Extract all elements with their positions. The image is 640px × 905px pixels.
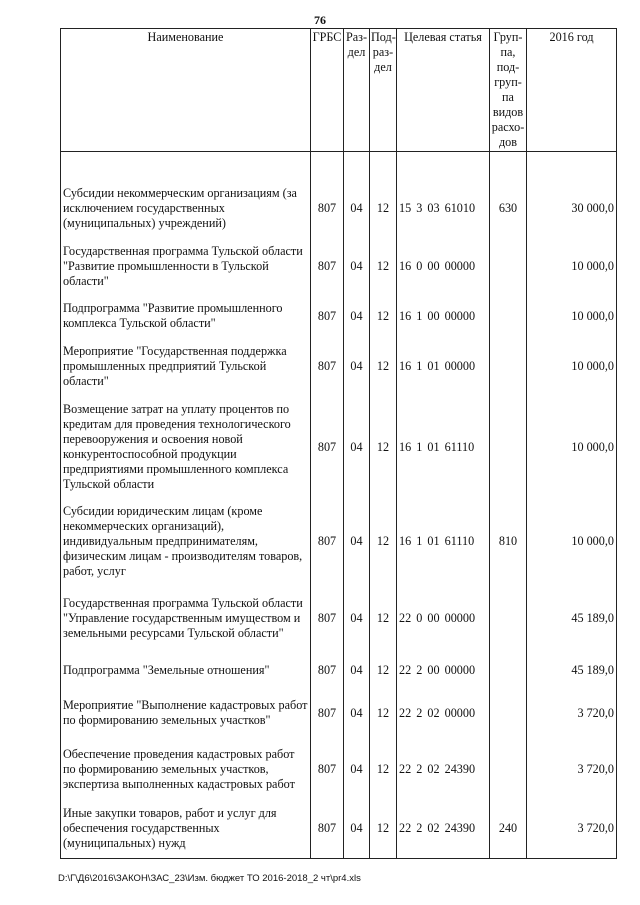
table-row bbox=[61, 337, 617, 395]
row-grbs: 807 bbox=[311, 688, 344, 738]
row-group bbox=[490, 738, 527, 800]
row-name: Государственная программа Тульской области "Развитие промышленности в Тульской области" bbox=[61, 237, 311, 295]
row-grbs: 807 bbox=[311, 395, 344, 499]
row-target: 16 1 01 00000 bbox=[397, 337, 490, 395]
file-path-footer: D:\Г\Д6\2016\ЗАКОН\ЗАС_23\Изм. бюджет ТО 2016-2018_2 чт\pr4.xls bbox=[58, 873, 361, 884]
row-razdel: 04 bbox=[344, 652, 370, 688]
row-amount: 3 720,0 bbox=[527, 800, 617, 858]
table-row bbox=[61, 295, 617, 337]
table-row bbox=[61, 395, 617, 499]
row-group bbox=[490, 337, 527, 395]
row-group bbox=[490, 295, 527, 337]
row-razdel: 04 bbox=[344, 237, 370, 295]
row-group bbox=[490, 584, 527, 652]
row-podrazdel: 12 bbox=[370, 237, 397, 295]
row-group bbox=[490, 237, 527, 295]
row-amount: 3 720,0 bbox=[527, 738, 617, 800]
row-amount: 10 000,0 bbox=[527, 337, 617, 395]
row-grbs: 807 bbox=[311, 652, 344, 688]
row-grbs: 807 bbox=[311, 800, 344, 858]
row-razdel: 04 bbox=[344, 688, 370, 738]
row-group bbox=[490, 395, 527, 499]
header-grbs: ГРБС bbox=[311, 29, 344, 152]
row-group bbox=[490, 688, 527, 738]
row-name: Иные закупки товаров, работ и услуг для обеспечения государственных (муниципальных) нужд bbox=[61, 800, 311, 858]
row-razdel: 04 bbox=[344, 584, 370, 652]
row-razdel: 04 bbox=[344, 800, 370, 858]
row-podrazdel: 12 bbox=[370, 499, 397, 584]
row-podrazdel: 12 bbox=[370, 652, 397, 688]
row-razdel: 04 bbox=[344, 738, 370, 800]
row-podrazdel: 12 bbox=[370, 800, 397, 858]
header-name: Наименование bbox=[61, 29, 311, 152]
row-podrazdel: 12 bbox=[370, 688, 397, 738]
row-group: 240 bbox=[490, 800, 527, 858]
row-grbs: 807 bbox=[311, 180, 344, 237]
row-grbs: 807 bbox=[311, 295, 344, 337]
row-name: Обеспечение проведения кадастровых работ по формированию земельных участков, экспертиза выполненных кадастровых работ bbox=[61, 738, 311, 800]
row-name: Мероприятие "Выполнение кадастровых работ по формированию земельных участков" bbox=[61, 688, 311, 738]
table-row bbox=[61, 652, 617, 688]
header-expense-group: Груп- па, под- груп- па видов расхо- дов bbox=[490, 29, 527, 152]
row-amount: 3 720,0 bbox=[527, 688, 617, 738]
table-row bbox=[61, 584, 617, 652]
row-razdel: 04 bbox=[344, 180, 370, 237]
row-podrazdel: 12 bbox=[370, 295, 397, 337]
row-grbs: 807 bbox=[311, 584, 344, 652]
row-target: 16 0 00 00000 bbox=[397, 237, 490, 295]
row-grbs: 807 bbox=[311, 499, 344, 584]
row-target: 15 3 03 61010 bbox=[397, 180, 490, 237]
row-podrazdel: 12 bbox=[370, 738, 397, 800]
header-podrazdel: Под- раз- дел bbox=[370, 29, 397, 152]
budget-table bbox=[60, 28, 617, 859]
row-razdel: 04 bbox=[344, 395, 370, 499]
row-target: 22 2 02 24390 bbox=[397, 800, 490, 858]
row-target: 22 2 00 00000 bbox=[397, 652, 490, 688]
row-target: 16 1 00 00000 bbox=[397, 295, 490, 337]
row-name: Мероприятие "Государственная поддержка промышленных предприятий Тульской области" bbox=[61, 337, 311, 395]
row-name: Возмещение затрат на уплату процентов по кредитам для проведения технологического перевооружения и освоения новой конкурентоспособной продукции предприятиями промышленного комплекса Тульской области bbox=[61, 395, 311, 499]
page-number: 76 bbox=[314, 13, 326, 27]
row-grbs: 807 bbox=[311, 738, 344, 800]
row-razdel: 04 bbox=[344, 499, 370, 584]
row-target: 16 1 01 61110 bbox=[397, 395, 490, 499]
row-podrazdel: 12 bbox=[370, 180, 397, 237]
row-podrazdel: 12 bbox=[370, 584, 397, 652]
row-name: Государственная программа Тульской области "Управление государственным имуществом и земельными ресурсами Тульской области" bbox=[61, 584, 311, 652]
table-row bbox=[61, 237, 617, 295]
row-name: Субсидии юридическим лицам (кроме некоммерческих организаций), индивидуальным предпринимателям, физическим лицам - производителям товаров, работ, услуг bbox=[61, 499, 311, 584]
row-razdel: 04 bbox=[344, 295, 370, 337]
header-amount-2016: 2016 год bbox=[527, 29, 617, 152]
table-row bbox=[61, 180, 617, 237]
row-podrazdel: 12 bbox=[370, 395, 397, 499]
row-name: Подпрограмма "Земельные отношения" bbox=[61, 652, 311, 688]
table-row bbox=[61, 499, 617, 584]
row-grbs: 807 bbox=[311, 237, 344, 295]
row-group bbox=[490, 652, 527, 688]
row-group: 630 bbox=[490, 180, 527, 237]
row-amount: 45 189,0 bbox=[527, 652, 617, 688]
row-name: Субсидии некоммерческим организациям (за исключением государственных (муниципальных) учреждений) bbox=[61, 180, 311, 237]
row-target: 16 1 01 61110 bbox=[397, 499, 490, 584]
table-row bbox=[61, 800, 617, 858]
table-row bbox=[61, 738, 617, 800]
header-razdel: Раз- дел bbox=[344, 29, 370, 152]
table-row bbox=[61, 688, 617, 738]
row-razdel: 04 bbox=[344, 337, 370, 395]
row-group: 810 bbox=[490, 499, 527, 584]
table-header-row bbox=[61, 29, 617, 152]
row-podrazdel: 12 bbox=[370, 337, 397, 395]
table-spacer-row bbox=[61, 152, 617, 181]
row-amount: 10 000,0 bbox=[527, 395, 617, 499]
row-target: 22 2 02 24390 bbox=[397, 738, 490, 800]
row-name: Подпрограмма "Развитие промышленного комплекса Тульской области" bbox=[61, 295, 311, 337]
row-grbs: 807 bbox=[311, 337, 344, 395]
row-amount: 10 000,0 bbox=[527, 499, 617, 584]
header-target-article: Целевая статья bbox=[397, 29, 490, 152]
row-amount: 10 000,0 bbox=[527, 237, 617, 295]
row-amount: 45 189,0 bbox=[527, 584, 617, 652]
row-target: 22 2 02 00000 bbox=[397, 688, 490, 738]
row-amount: 30 000,0 bbox=[527, 180, 617, 237]
row-target: 22 0 00 00000 bbox=[397, 584, 490, 652]
row-amount: 10 000,0 bbox=[527, 295, 617, 337]
